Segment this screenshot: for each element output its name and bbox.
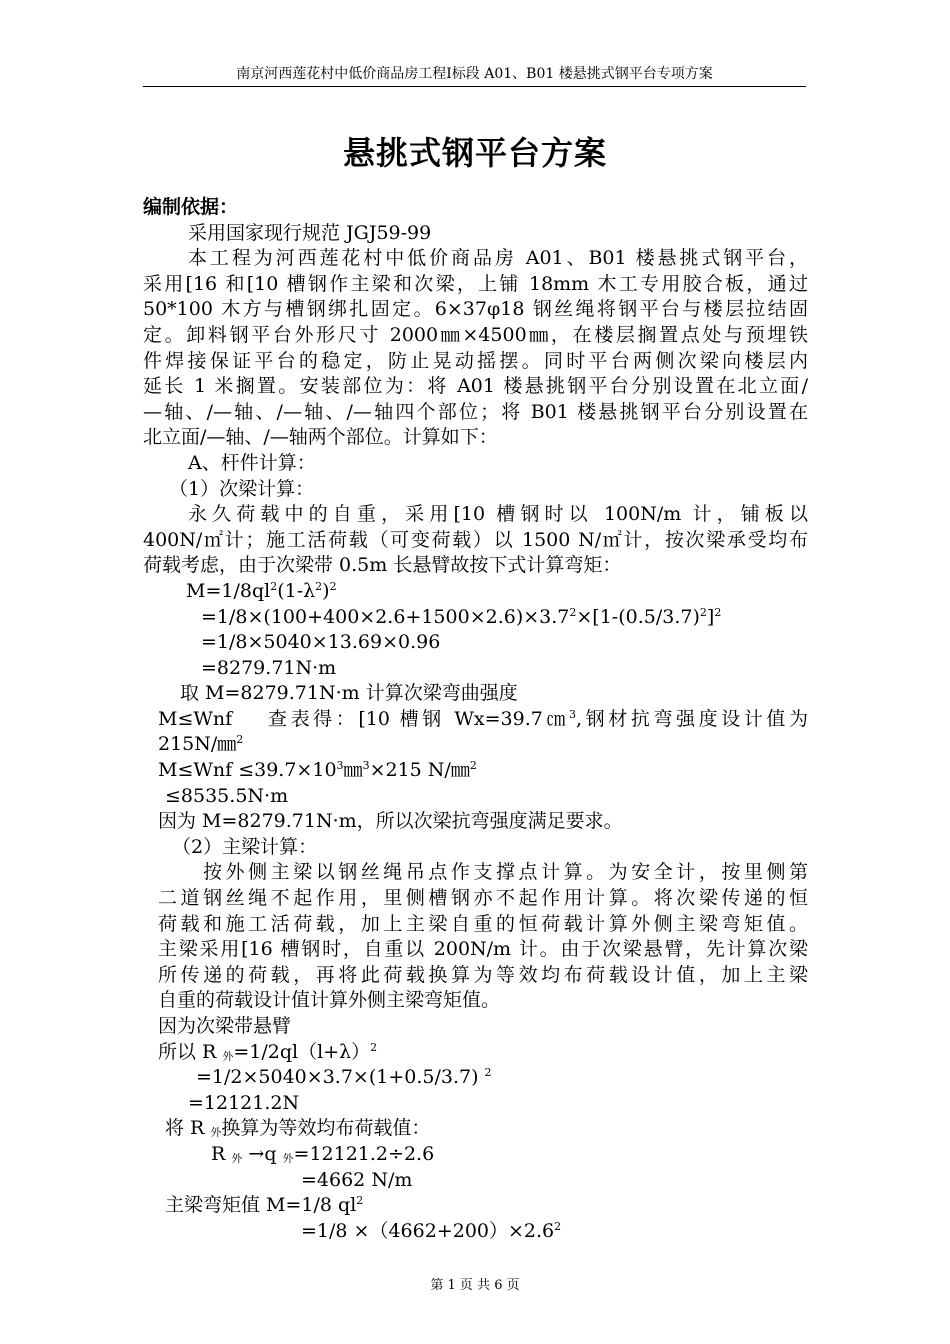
text-line: M≤Wnf 查表得：[10 槽钢 Wx=39.7㎝$^3$,钢材抗弯强度设计值为 [158,707,808,730]
text-line: 荷载考虑，由于次梁带 0.5m 长悬臂故按下式计算弯矩： [143,554,622,577]
text-line: 按外侧主梁以钢丝绳吊点作支撑点计算。为安全计，按里侧第 [203,861,808,884]
text-line: $M\le Wnf \le 39.7\times 10^3㎜^3\times 215$ N/㎜$^2$ [158,759,477,782]
text-line: =1/8×5040×13.69×0.96 [201,631,441,654]
text-line: 所以 R $_外=1/2ql(l+\lambda)^2$ [158,1040,378,1063]
text-line: 本工程为河西莲花村中低价商品房 A01、B01 楼悬挑式钢平台， [188,247,808,270]
text-line: 编制依据： [143,196,239,218]
text-line: 400N/㎡计；施工活荷载（可变荷载）以 1500 N/㎡计，按次梁承受均布 [143,528,808,551]
text-line: $=1/8 \times(4662+200)\times 2.6^2$ [301,1219,562,1242]
text-line: 215N/㎜$^2$ [158,733,244,756]
text-line: =1/2×5040×3.7×(1+0.5/3.7) $^2$ [196,1066,492,1089]
text-line: 定。卸料钢平台外形尺寸 2000㎜×4500㎜，在楼层搁置点处与预埋铁 [143,323,808,346]
text-line: 因为次梁带悬臂 [158,1015,292,1037]
page-header: 南京河西莲花村中低价商品房工程Ⅰ标段 A01、B01 楼悬挑式钢平台专项方案 [143,64,806,87]
text-line: 取 M=8279.71N·m 计算次梁弯曲强度 [180,682,518,705]
text-line: 延长 1 米搁置。安装部位为：将 A01 楼悬挑钢平台分别设置在北立面/ [143,375,808,398]
text-line: （2）主梁计算： [172,835,318,858]
text-line: 自重的荷载设计值计算外侧主梁弯矩值。 [158,989,501,1012]
text-line: （1）次梁计算： [169,477,315,500]
text-line: A、杆件计算： [188,451,316,474]
text-line: 主梁弯矩值 M=1/8 $ql^2$ [165,1194,364,1217]
text-line: =12121.2N [188,1091,300,1114]
text-line: R $_外$ →q $_外$=12121.2÷2.6 [211,1142,435,1165]
text-line: 荷载和施工活荷载，加上主梁自重的恒荷载计算外侧主梁弯矩值。 [158,912,808,935]
text-line: =4662 N/m [301,1168,413,1191]
document-title: 悬挑式钢平台方案 [342,134,607,172]
text-line: 永久荷载中的自重，采用[10 槽钢时以 100N/m 计，铺板以 [188,503,808,526]
text-line: 因为 M=8279.71N·m，所以次梁抗弯强度满足要求。 [158,810,623,833]
text-line: 二道钢丝绳不起作用，里侧槽钢亦不起作用计算。将次梁传递的恒 [158,887,808,910]
text-line: 件焊接保证平台的稳定，防止晃动摇摆。同时平台两侧次梁向楼层内 [143,349,808,372]
text-line: $=1/8\times(100+400\times 2.6+1500\times 2.6)\times 3.7^2\times[1-(0.5/3.7)^2]^2$ [201,605,722,628]
text-line: ≤8535.5N·m [165,784,289,807]
text-line: 采用[16 和[10 槽钢作主梁和次梁，上铺 18mm 木工专用胶合板，通过 [143,272,808,295]
text-line: 北立面/—轴、/—轴两个部位。计算如下： [143,426,498,449]
text-line: 所传递的荷载，再将此荷载换算为等效均布荷载设计值，加上主梁 [158,963,808,986]
text-line: 采用国家现行规范 JGJ59-99 [188,221,432,244]
text-line: 主梁采用[16 槽钢时，自重以 200N/m 计。由于次梁悬臂，先计算次梁 [158,938,808,961]
text-line: 将 R $_外$换算为等效均布荷载值： [165,1117,431,1140]
text-line: $M=1/8ql^2(1-\lambda^2)^2$ [186,579,337,602]
document-body [143,195,808,1244]
text-line: =8279.71N·m [201,656,337,679]
text-line: 50*100 木方与槽钢绑扎固定。6×37φ18 钢丝绳将钢平台与楼层拉结固 [143,298,808,321]
page-footer: 第 1 页 共 6 页 [430,1278,520,1293]
text-line: —轴、/—轴、/—轴、/—轴四个部位；将 B01 楼悬挑钢平台分别设置在 [143,400,808,423]
